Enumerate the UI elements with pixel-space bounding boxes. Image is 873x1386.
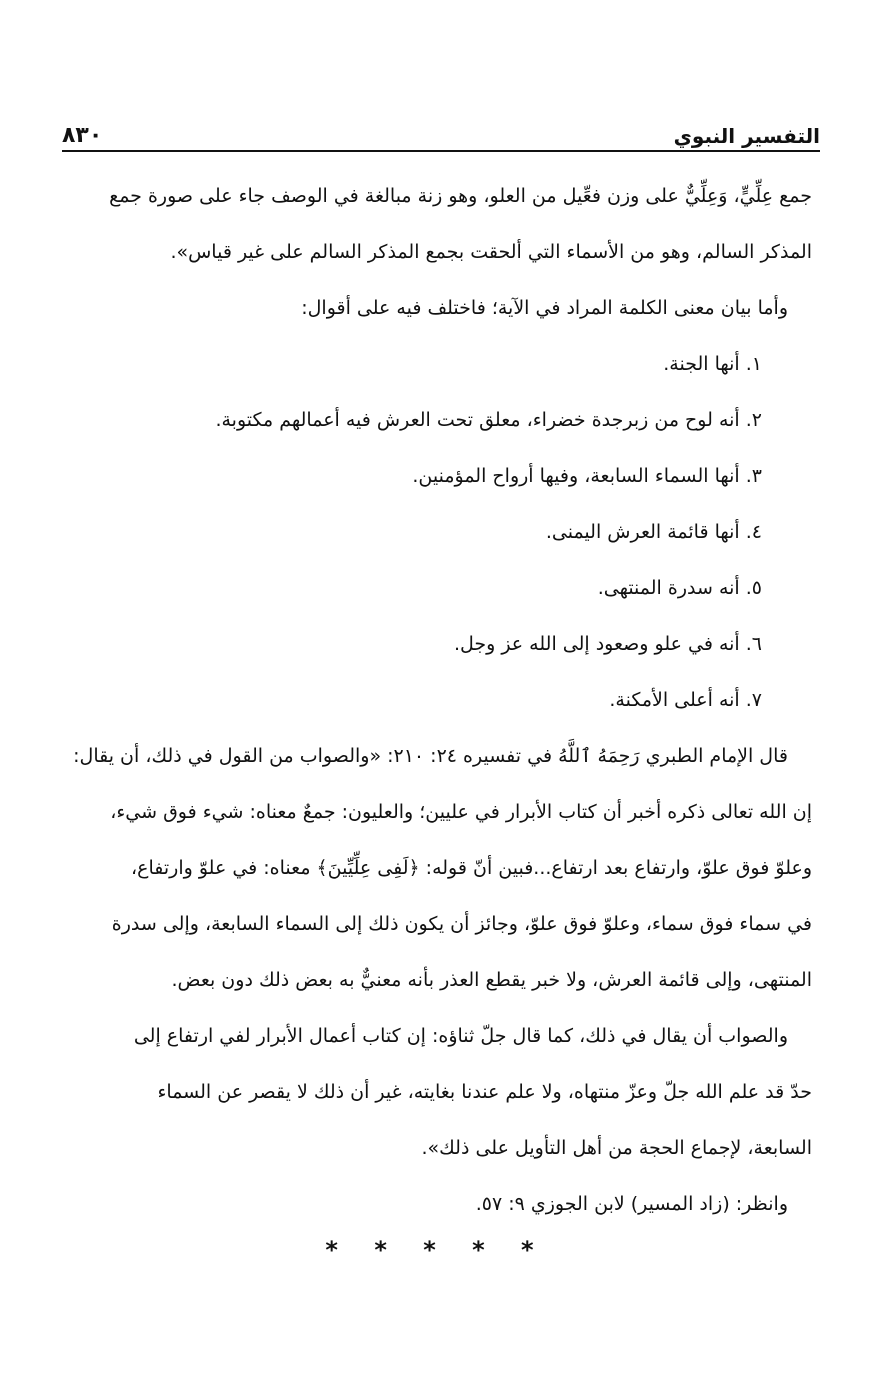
list-item: ٢. أنه لوح من زبرجدة خضراء، معلق تحت العرش فيه أعمالهم مكتوبة. <box>215 409 762 431</box>
list-item: ٧. أنه أعلى الأمكنة. <box>609 689 762 711</box>
page-number: ٨٣٠ <box>62 123 103 148</box>
page-header <box>62 116 820 152</box>
text-line: المنتهى، وإلى قائمة العرش، ولا خبر يقطع العذر بأنه معنيٌّ به بعض ذلك دون بعض. <box>171 969 812 991</box>
text-line: وانظر: (زاد المسير) لابن الجوزي ٩: ٥٧. <box>475 1193 788 1215</box>
text-line: حدّ قد علم الله جلّ وعزّ منتهاه، ولا علم عندنا بغايته، غير أن ذلك لا يقصر عن السماء <box>157 1081 812 1103</box>
list-item: ١. أنها الجنة. <box>663 353 762 375</box>
list-item: ٤. أنها قائمة العرش اليمنى. <box>545 521 762 543</box>
list-item: ٥. أنه سدرة المنتهى. <box>597 577 762 599</box>
text-line: وأما بيان معنى الكلمة المراد في الآية؛ فاختلف فيه على أقوال: <box>301 297 788 319</box>
book-title: التفسير النبوي <box>673 124 820 148</box>
section-separator: * * * * * <box>325 1236 548 1264</box>
text-line: السابعة، لإجماع الحجة من أهل التأويل على ذلك». <box>421 1137 812 1159</box>
text-line: المذكر السالم، وهو من الأسماء التي ألحقت بجمع المذكر السالم على غير قياس». <box>170 241 812 263</box>
body-text <box>64 168 812 1232</box>
text-line: قال الإمام الطبري رَحِمَهُ ٱللَّهُ في تفسيره ٢٤: ٢١٠: «والصواب من القول في ذلك، أن يقال: <box>73 745 788 767</box>
list-item: ٦. أنه في علو وصعود إلى الله عز وجل. <box>453 633 762 655</box>
text-line: والصواب أن يقال في ذلك، كما قال جلّ ثناؤه: إن كتاب أعمال الأبرار لفي ارتفاع إلى <box>133 1025 788 1047</box>
text-line: وعلوّ فوق علوّ، وارتفاع بعد ارتفاع...فبين أنّ قوله: ﴿لَفِى عِلِّيِّينَ﴾ معناه: في علوّ وارتفاع، <box>131 857 812 879</box>
list-item: ٣. أنها السماء السابعة، وفيها أرواح المؤمنين. <box>412 465 762 487</box>
text-line: في سماء فوق سماء، وعلوّ فوق علوّ، وجائز أن يكون ذلك إلى السماء السابعة، وإلى سدرة <box>111 913 812 935</box>
text-line: إن الله تعالى ذكره أخبر أن كتاب الأبرار في عليين؛ والعليون: جمعٌ معناه: شيء فوق شيء، <box>110 801 812 823</box>
text-line: جمع عِلِّيٍّ، وَعِلِّيٌّ على وزن فعِّيل من العلو، وهو زنة مبالغة في الوصف جاء على صورة جمع <box>109 185 812 207</box>
